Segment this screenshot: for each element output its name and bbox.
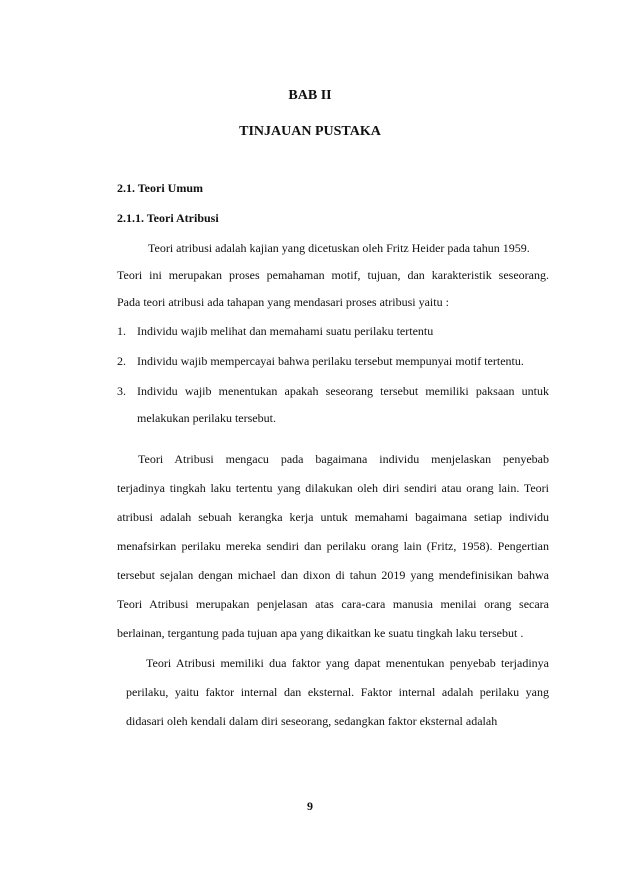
paragraph-line: Teori ini merupakan proses pemahaman motif, tujuan, dan karakteristik seseorang. <box>117 268 549 282</box>
paragraph-line: menafsirkan perilaku mereka sendiri dan perilaku orang lain (Fritz, 1958). Pengertian <box>117 539 549 553</box>
list-item-text: Individu wajib menentukan apakah seseorang tersebut memiliki paksaan untuk <box>137 384 549 398</box>
paragraph-line: tersebut sejalan dengan michael dan dixon di tahun 2019 yang mendefinisikan bahwa <box>117 568 549 582</box>
paragraph-line: perilaku, yaitu faktor internal dan eksternal. Faktor internal adalah perilaku yang <box>126 685 549 699</box>
paragraph-line: Teori Atribusi merupakan penjelasan atas cara-cara manusia menilai orang secara <box>117 597 549 611</box>
list-item-text: Individu wajib mempercayai bahwa perilaku tersebut mempunyai motif tertentu. <box>137 354 524 368</box>
section-heading: 2.1. Teori Umum <box>117 181 204 195</box>
list-number: 1. <box>117 324 126 338</box>
paragraph-line: Teori Atribusi memiliki dua faktor yang dapat menentukan penyebab terjadinya <box>146 656 549 670</box>
paragraph-line: Pada teori atribusi ada tahapan yang mendasari proses atribusi yaitu : <box>117 295 449 309</box>
paragraph-line: atribusi adalah sebuah kerangka kerja untuk memahami bagaimana setiap individu <box>117 510 549 524</box>
list-item-text: melakukan perilaku tersebut. <box>137 411 276 425</box>
paragraph-line: berlainan, tergantung pada tujuan apa yang dikaitkan ke suatu tingkah laku tersebut . <box>117 626 524 640</box>
subsection-heading: 2.1.1. Teori Atribusi <box>117 211 219 225</box>
paragraph-line: didasari oleh kendali dalam diri seseorang, sedangkan faktor eksternal adalah <box>126 714 498 728</box>
page-number: 9 <box>307 799 313 813</box>
list-number: 3. <box>117 384 126 398</box>
paragraph-line: Teori atribusi adalah kajian yang dicetuskan oleh Fritz Heider pada tahun 1959. <box>148 241 530 255</box>
chapter-label: BAB II <box>288 88 332 103</box>
list-number: 2. <box>117 354 126 368</box>
list-item-text: Individu wajib melihat dan memahami suatu perilaku tertentu <box>137 324 434 338</box>
chapter-title: TINJAUAN PUSTAKA <box>239 124 381 139</box>
paragraph-line: terjadinya tingkah laku tertentu yang dilakukan oleh diri sendiri atau orang lain. Teori <box>117 481 549 495</box>
paragraph-line: Teori Atribusi mengacu pada bagaimana individu menjelaskan penyebab <box>138 452 549 466</box>
